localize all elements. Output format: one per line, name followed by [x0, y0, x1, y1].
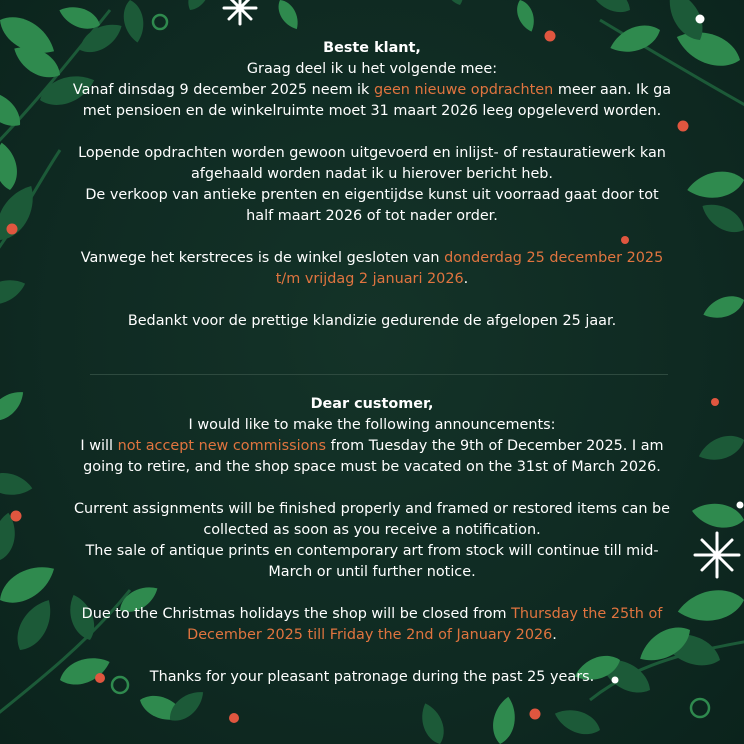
dutch-highlight-closure-dates: donderdag 25 december 2025 t/m vrijdag 2 januari 2026 [275, 250, 664, 287]
english-highlight-closure-dates: Thursday the 25th of December 2025 till Friday the 2nd of January 2026 [187, 606, 663, 643]
dutch-highlight-commissions: geen nieuwe opdrachten [373, 82, 554, 98]
leaf-branch-left [0, 141, 60, 499]
section-divider [90, 374, 668, 375]
english-greeting: Dear customer, [310, 396, 434, 412]
dutch-paragraph-ongoing: Lopende opdrachten worden gewoon uitgevoerd en inlijst- of restauratiewerk kan afgehaald worden nadat ik u hierover bericht heb. [78, 145, 666, 182]
dutch-greeting: Beste klant, [323, 40, 421, 56]
dutch-paragraph-closure: Vanwege het kerstreces is de winkel gesloten van donderdag 25 december 2025 t/m vrijdag 2 januari 2026. [80, 250, 664, 287]
english-thanks: Thanks for your pleasant patronage during the past 25 years. [149, 669, 595, 685]
english-paragraph-commissions: I will not accept new commissions from Tuesday the 9th of December 2025. I am going to retire, and the shop space must be vacated on the 31st of March 2026. [80, 438, 664, 475]
dutch-paragraph-commissions: Vanaf dinsdag 9 december 2025 neem ik geen nieuwe opdrachten meer aan. Ik ga met pensioen en de winkelruimte moet 31 maart 2026 leeg opgeleverd worden. [72, 82, 672, 119]
dutch-thanks: Bedankt voor de prettige klandizie gedurende de afgelopen 25 jaar. [127, 313, 617, 329]
english-intro: I would like to make the following announcements: [188, 417, 556, 433]
english-paragraph-closure: Due to the Christmas holidays the shop will be closed from Thursday the 25th of December 2025 till Friday the 2nd of January 2026. [81, 606, 663, 643]
english-paragraph-ongoing: Current assignments will be finished properly and framed or restored items can be collected as soon as you receive a notification. [73, 501, 671, 538]
leaf-sprig-top [153, 0, 538, 34]
english-highlight-commissions: not accept new commissions [117, 438, 327, 454]
dutch-announcement [72, 38, 672, 332]
dutch-paragraph-sale: De verkoop van antieke prenten en eigentijdse kunst uit voorraad gaat door tot half maart 2026 of tot nader order. [85, 187, 659, 224]
star-icon-right [695, 533, 739, 577]
english-paragraph-sale: The sale of antique prints en contemporary art from stock will continue till mid-March or until further notice. [85, 543, 659, 580]
dutch-intro: Graag deel ik u het volgende mee: [246, 61, 498, 77]
star-icon-top [224, 0, 256, 24]
english-announcement [72, 394, 672, 688]
